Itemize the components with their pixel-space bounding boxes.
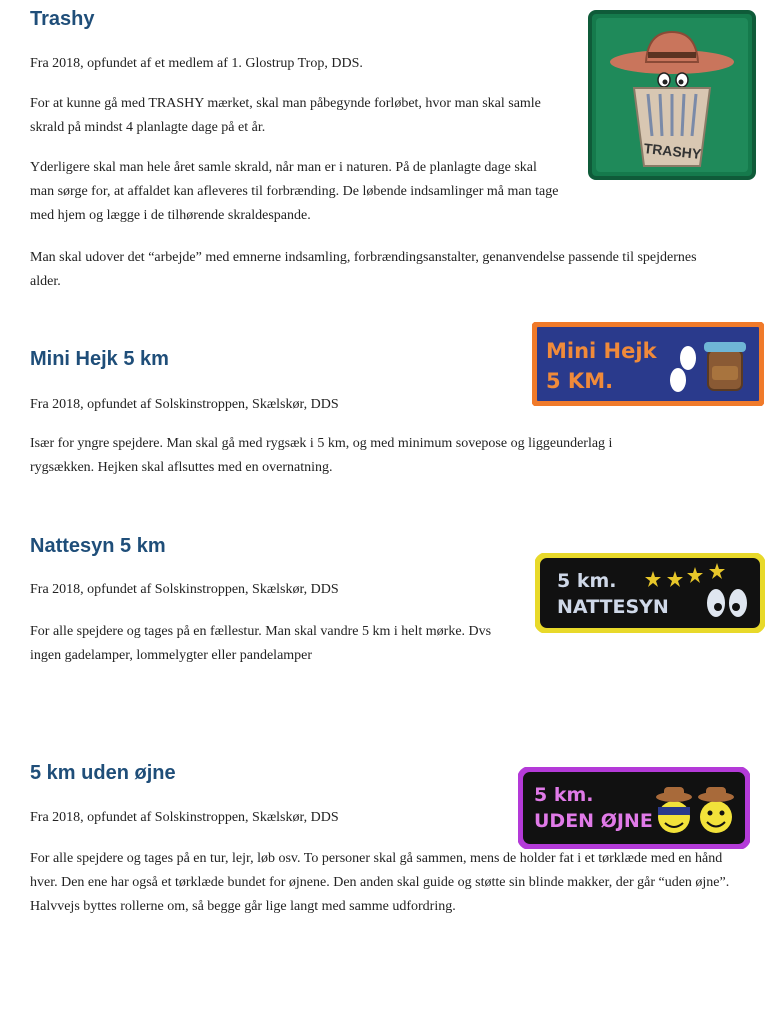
section-origin-trashy: Fra 2018, opfundet af et medlem af 1. Glostrup Trop, DDS. (30, 56, 363, 71)
section-origin-nattesyn: Fra 2018, opfundet af Solskinstroppen, Skælskør, DDS (30, 582, 339, 597)
trashy-badge-image (588, 10, 756, 180)
paragraph-uden-ojne-1: For alle spejdere og tages på en tur, lejr, løb osv. To personer skal gå sammen, mens de holder fat i et tørklæde med en hånd hver. Den ene har også et tørklæde bundet for øjnene. Den anden skal guide og støtte sin blinde makker, der går “uden øjne”. Halvvejs byttes rollerne om, så begge går lige langt med samme udfordring. (30, 851, 730, 914)
uden-ojne-badge-image (518, 767, 750, 849)
section-origin-mini-hejk: Fra 2018, opfundet af Solskinstroppen, Skælskør, DDS (30, 397, 339, 412)
paragraph-trashy-2: Yderligere skal man hele året samle skrald, når man er i naturen. På de planlagte dage skal man sørge for, at affaldet kan afleveres til forbrænding. De løbende indsamlinger må man tage med hjem og lægge i de tilhørende skraldespande. (30, 160, 559, 223)
nattesyn-badge-line2: NATTESYN (557, 596, 669, 618)
nattesyn-badge-line1: 5 km. (557, 570, 617, 592)
uden-ojne-badge-line2: UDEN ØJNE (534, 810, 653, 832)
paragraph-mini-hejk-1: Især for yngre spejdere. Man skal gå med rygsæk i 5 km, og med minimum sovepose og liggeunderlag i rygsækken. Hejken skal aflsuttes med en overnatning. (30, 436, 613, 475)
mini-hejk-badge-image (532, 322, 764, 406)
paragraph-trashy-1: For at kunne gå med TRASHY mærket, skal man påbegynde forløbet, hvor man skal samle skrald på mindst 4 planlagte dage på et år. (30, 96, 541, 135)
uden-ojne-badge-line1: 5 km. (534, 784, 594, 806)
section-title-uden-ojne: 5 km uden øjne (30, 762, 176, 784)
section-origin-uden-ojne: Fra 2018, opfundet af Solskinstroppen, Skælskør, DDS (30, 810, 339, 825)
mini-hejk-badge-line1: Mini Hejk (546, 339, 657, 363)
section-title-mini-hejk: Mini Hejk 5 km (30, 348, 169, 370)
trashy-badge-text: TRASHY (643, 140, 702, 162)
paragraph-trashy-3: Man skal udover det “arbejde” med emnerne indsamling, forbrændingsanstalter, genanvendelse passende til spejdernes alder. (30, 250, 697, 289)
nattesyn-badge-image (535, 553, 765, 633)
paragraph-nattesyn-1: For alle spejdere og tages på en fællestur. Man skal vandre 5 km i helt mørke. Dvs ingen gadelamper, lommelygter eller pandelamper (30, 624, 492, 663)
section-title-trashy: Trashy (30, 8, 95, 30)
mini-hejk-badge-line2: 5 KM. (546, 369, 614, 393)
section-title-nattesyn: Nattesyn 5 km (30, 535, 166, 557)
